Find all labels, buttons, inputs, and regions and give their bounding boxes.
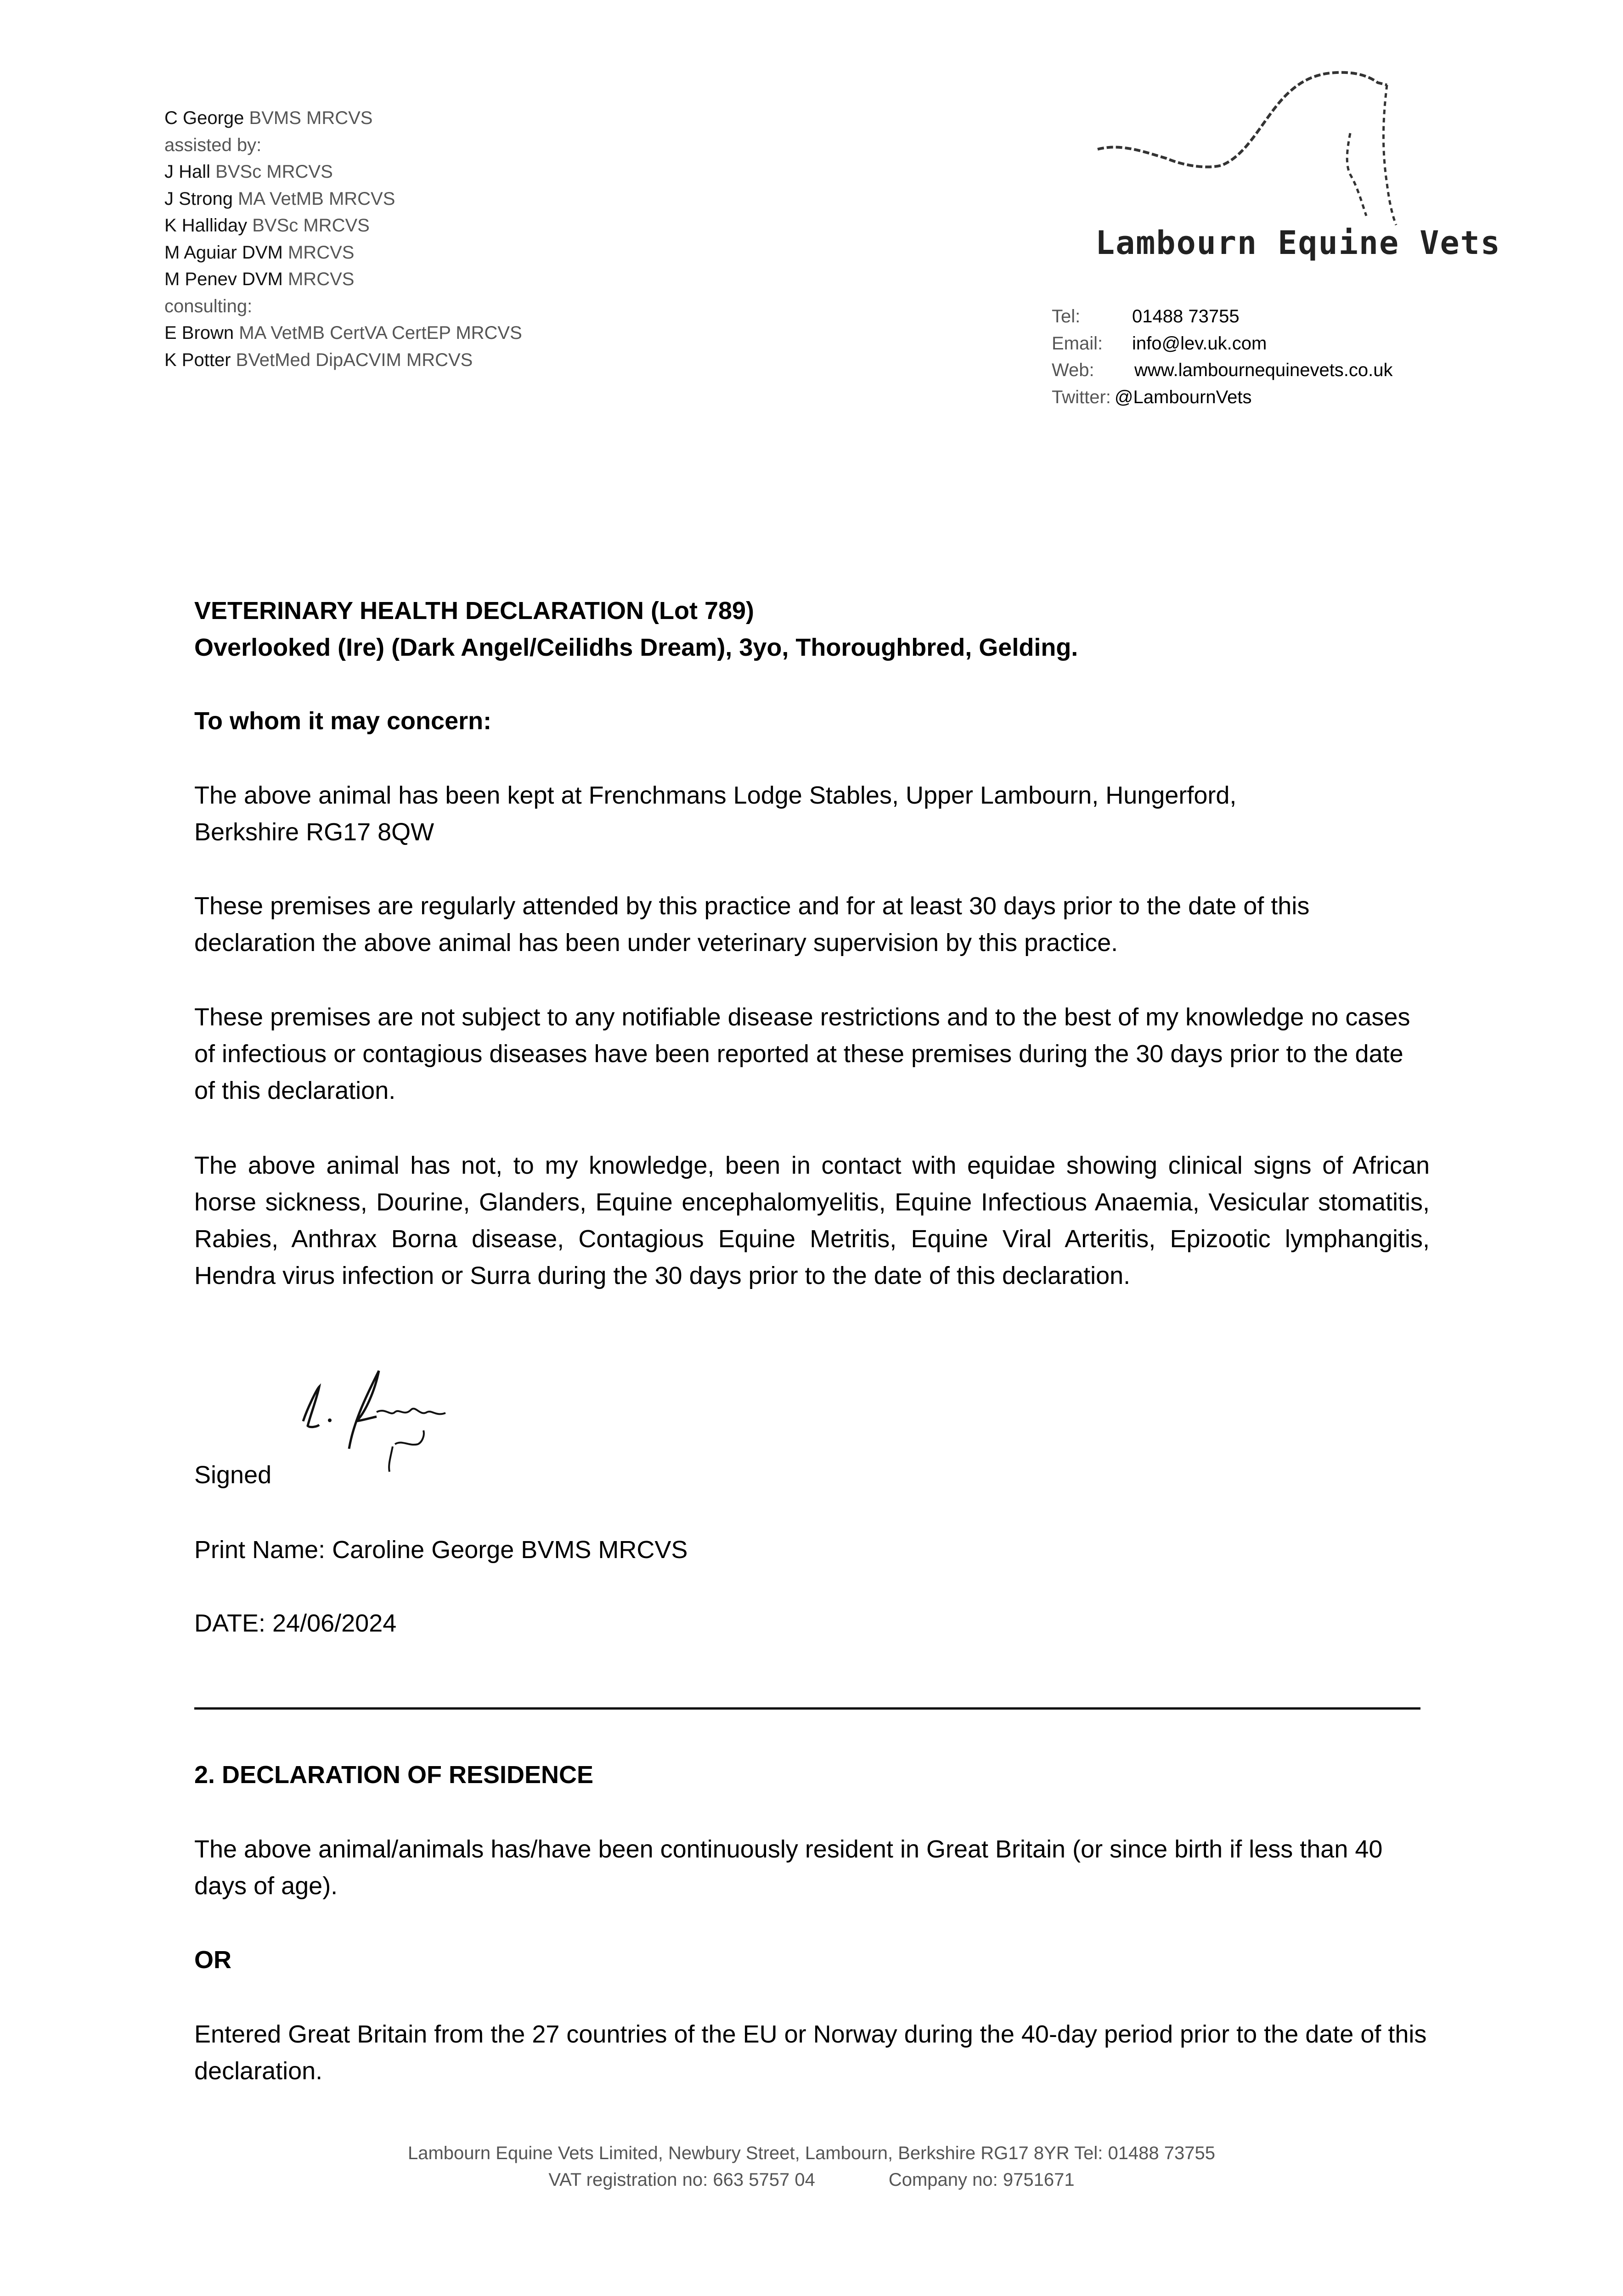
paragraph-supervision: These premises are regularly attended by this practice and for at least 30 days prior to the date of this declaration the above animal has been under veterinary supervision by this practice. <box>194 892 1310 957</box>
vat-number: VAT registration no: 663 5757 04 <box>548 2170 815 2190</box>
staff-row: E Brown MA VetMB CertVA CertEP MRCVS <box>164 323 522 343</box>
tel-value: 01488 73755 <box>1132 306 1240 326</box>
staff-row: K Halliday BVSc MRCVS <box>164 215 370 236</box>
paragraph-contact-equidae: The above animal has not, to my knowledge, been in contact with equidae showing clinical signs of African horse sickness, Dourine, Glanders, Equine encephalomyelitis, Equine Infectious Anaemia, Vesicular stomatitis, Rabies, Anthrax Borna disease, Contagious Equine Metritis, Equine Viral Arteritis, Epizootic lymphangitis, Hendra virus infection or Surra during the 30 days prior to the date of this declaration. <box>194 1152 1430 1289</box>
residence-heading: 2. DECLARATION OF RESIDENCE <box>194 1761 594 1789</box>
web-link[interactable]: www.lambournequinevets.co.uk <box>1134 360 1393 380</box>
print-name: Print Name: Caroline George BVMS MRCVS <box>194 1536 688 1564</box>
salutation: To whom it may concern: <box>194 707 492 735</box>
staff-section-label: consulting: <box>164 296 253 316</box>
web-label: Web: <box>1052 360 1094 380</box>
company-number: Company no: 9751671 <box>888 2170 1075 2190</box>
paragraph-disease-free: These premises are not subject to any notifiable disease restrictions and to the best of my knowledge no cases of infectious or contagious diseases have been reported at these premises during the 30 days prior to the date of this declaration. <box>194 1003 1410 1104</box>
residence-option-1: The above animal/animals has/have been continuously resident in Great Britain (or since birth if less than 40 days of age). <box>194 1835 1383 1900</box>
staff-row: M Aguiar DVM MRCVS <box>164 242 355 263</box>
paragraph-premises: The above animal has been kept at Frenchmans Lodge Stables, Upper Lambourn, Hungerford, Berkshire RG17 8QW <box>194 782 1237 846</box>
contact-block <box>1052 303 1393 411</box>
footer-registration <box>0 2167 1623 2193</box>
declaration-title: VETERINARY HEALTH DECLARATION (Lot 789) <box>194 597 755 625</box>
or-label: OR <box>194 1946 231 1974</box>
declaration-date: DATE: 24/06/2024 <box>194 1609 397 1637</box>
twitter-handle[interactable]: @LambournVets <box>1114 387 1252 407</box>
staff-row: M Penev DVM MRCVS <box>164 269 355 289</box>
signature-image <box>299 1366 491 1486</box>
horse-details: Overlooked (Ire) (Dark Angel/Ceilidhs Dream), 3yo, Thoroughbred, Gelding. <box>194 634 1078 661</box>
staff-list <box>164 105 522 373</box>
residence-option-2: Entered Great Britain from the 27 countries of the EU or Norway during the 40-day period prior to the date of this declaration. <box>194 2020 1427 2085</box>
staff-row: J Strong MA VetMB MRCVS <box>164 188 395 209</box>
staff-row: K Potter BVetMed DipACVIM MRCVS <box>164 349 473 370</box>
signed-label: Signed <box>194 1461 272 1489</box>
email-link[interactable]: info@lev.uk.com <box>1132 333 1267 354</box>
email-label: Email: <box>1052 333 1103 354</box>
staff-section-label: assisted by: <box>164 135 262 155</box>
section-divider <box>194 1707 1420 1710</box>
footer-address: Lambourn Equine Vets Limited, Newbury Street, Lambourn, Berkshire RG17 8YR Tel: 01488 73755 <box>407 2143 1216 2163</box>
staff-row: C George BVMS MRCVS <box>164 108 373 128</box>
logo-text: Lambourn Equine Vets <box>1095 224 1501 262</box>
staff-row: J Hall BVSc MRCVS <box>164 162 333 182</box>
twitter-label: Twitter: <box>1052 387 1111 407</box>
tel-label: Tel: <box>1052 306 1081 326</box>
